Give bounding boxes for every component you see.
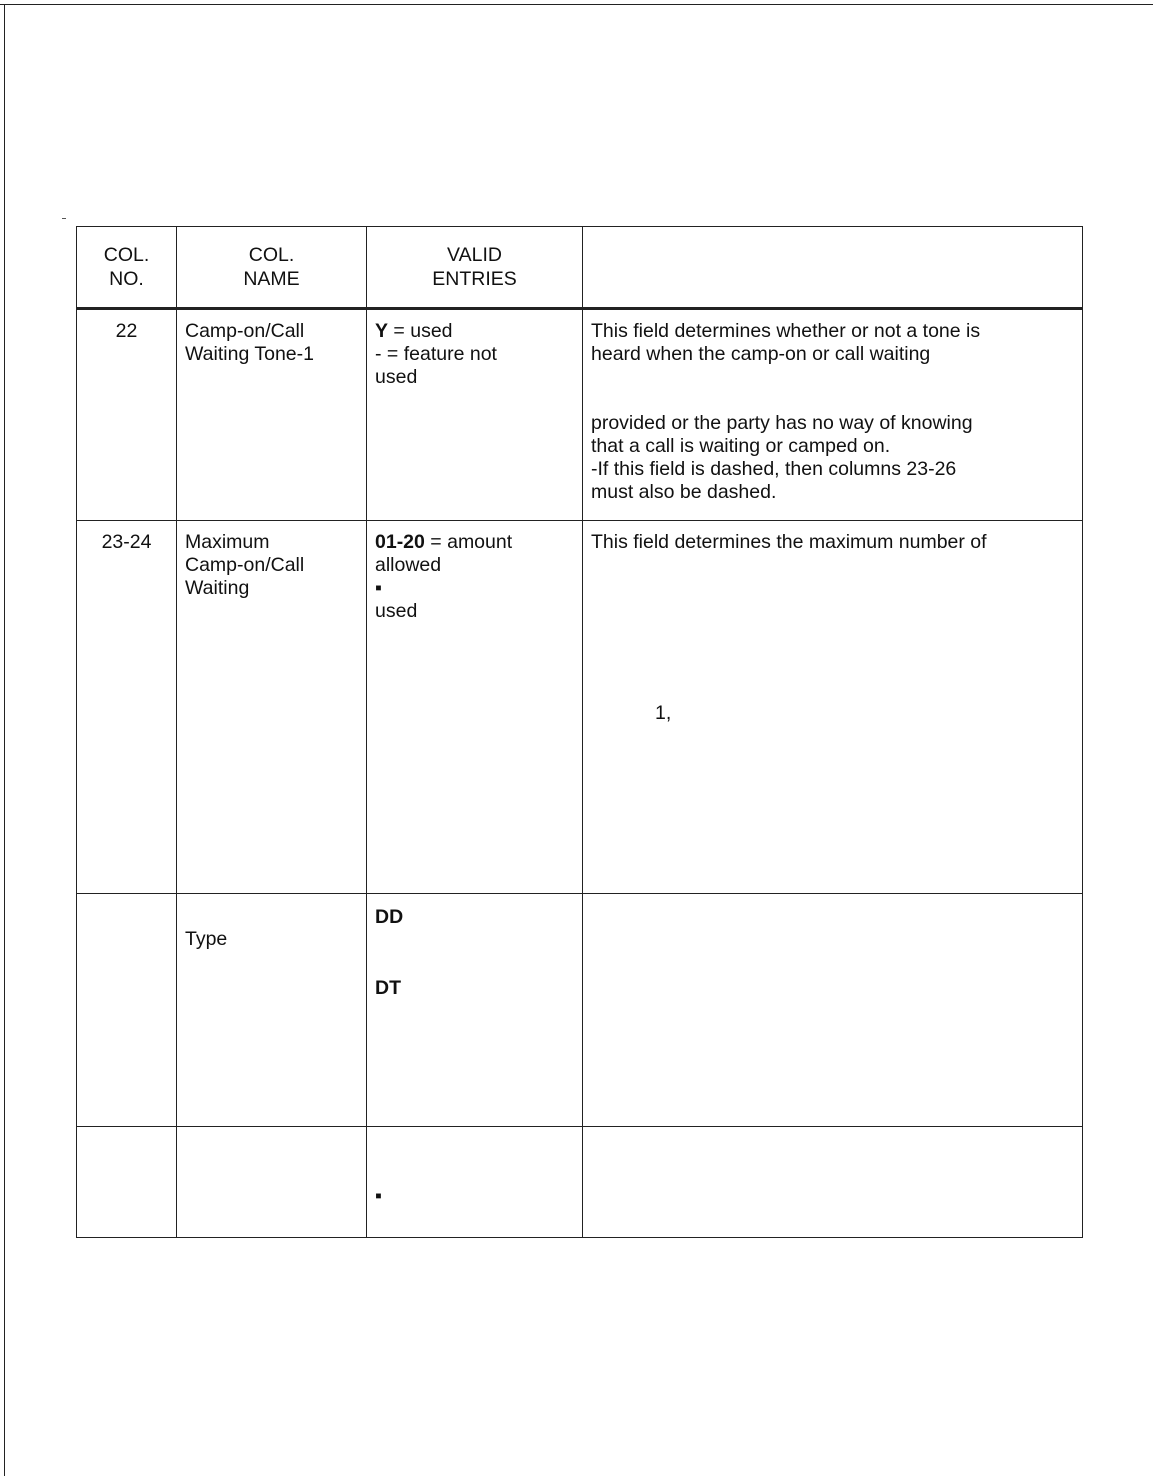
stray-mark: 1,: [655, 702, 672, 724]
header-col-name: [177, 227, 367, 309]
entry-text: used: [375, 600, 418, 622]
header-valid-entries-line: ENTRIES: [432, 268, 517, 290]
description-gap: [591, 389, 1074, 412]
col-no-value: 23-24: [101, 531, 152, 553]
description-line: must also be dashed.: [591, 481, 777, 503]
cell-col-no: [77, 521, 177, 894]
cell-col-name: [177, 521, 367, 894]
col-no-value: 22: [115, 320, 138, 342]
col-name-line: Maximum: [185, 531, 270, 553]
header-valid-entries-line: VALID: [447, 244, 502, 266]
description-line: -If this field is dashed, then columns 23-26: [591, 458, 957, 480]
page-border-top: [0, 4, 1153, 5]
cell-description: [583, 894, 1083, 1127]
entry-line: [375, 320, 574, 343]
entry-text: used: [375, 366, 418, 388]
header-valid-entries: [367, 227, 583, 309]
entry-bullet: ▪: [375, 1185, 382, 1207]
entry-line: [375, 531, 574, 554]
header-col-no-line: COL.: [103, 244, 150, 266]
col-name-line: Camp-on/Call: [185, 320, 305, 342]
table-row: [77, 521, 1083, 894]
cell-valid-entries: [367, 894, 583, 1127]
header-col-no: [77, 227, 177, 309]
cell-valid-entries: [367, 1127, 583, 1238]
description-line: This field determines the maximum number of: [591, 531, 987, 553]
header-col-no-line: NO.: [109, 268, 144, 290]
entry-text: - = feature not: [375, 343, 497, 365]
table-row: [77, 1127, 1083, 1238]
margin-tick: [62, 218, 66, 219]
header-col-name-line: COL.: [248, 244, 295, 266]
header-description: [583, 227, 1083, 309]
cell-valid-entries: [367, 309, 583, 521]
col-name-line: Waiting: [185, 577, 250, 599]
cell-col-no: [77, 894, 177, 1127]
entry-code: DT: [375, 977, 401, 999]
description-line: heard when the camp-on or call waiting: [591, 343, 931, 365]
cell-col-no: [77, 1127, 177, 1238]
header-col-name-line: NAME: [243, 268, 300, 290]
cell-valid-entries: [367, 521, 583, 894]
entry-text: = amount: [424, 531, 513, 553]
cell-col-name: [177, 1127, 367, 1238]
cell-col-name: [177, 309, 367, 521]
col-name-line: Type: [185, 928, 228, 950]
table-row: [77, 894, 1083, 1127]
cell-col-name: [177, 894, 367, 1127]
entry-code: 01-20: [375, 531, 425, 553]
cell-col-no: [77, 309, 177, 521]
cell-description: [583, 309, 1083, 521]
entry-code: Y: [375, 320, 389, 342]
table-row: [77, 309, 1083, 521]
description-gap: [591, 366, 1074, 389]
cell-description: [583, 1127, 1083, 1238]
col-name-line: Waiting Tone-1: [185, 343, 314, 365]
table-header-row: [77, 227, 1083, 309]
entry-code: DD: [375, 906, 404, 928]
column-definition-table: [76, 226, 1083, 1238]
entry-text: = used: [388, 320, 453, 342]
entry-text: allowed: [375, 554, 442, 576]
description-line: This field determines whether or not a tone is: [591, 320, 981, 342]
entry-bullet: ▪: [375, 577, 382, 599]
cell-description: [583, 521, 1083, 894]
page-border-left: [4, 4, 5, 1476]
description-line: that a call is waiting or camped on.: [591, 435, 891, 457]
col-name-line: Camp-on/Call: [185, 554, 305, 576]
description-line: provided or the party has no way of knowing: [591, 412, 973, 434]
